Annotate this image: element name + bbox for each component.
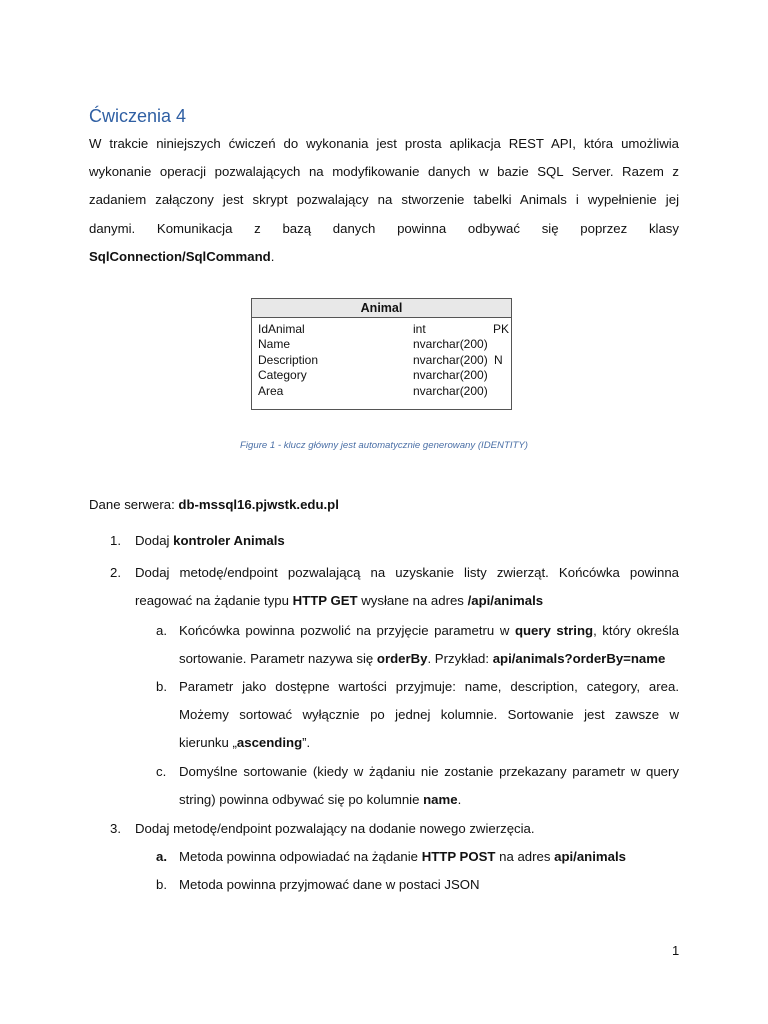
text-line: [179, 843, 679, 871]
text-bold: api/animals?orderBy=name: [492, 651, 666, 667]
column-type: nvarchar(200): [413, 352, 488, 367]
text-line: Parametr jako dostępne wartości przyjmuje: name, description, category, area.: [179, 679, 679, 694]
sub-list-label: b.: [156, 679, 167, 694]
text-fragment: string) powinna odbywać się po kolumnie: [179, 792, 424, 808]
intro-paragraph: [89, 130, 679, 271]
sub-list-text: [179, 617, 679, 673]
list-number: 1.: [110, 533, 121, 548]
list-number: 3.: [110, 821, 121, 836]
text-fragment: .: [457, 792, 462, 808]
column-type: nvarchar(200): [413, 368, 488, 383]
text-line: [179, 617, 679, 645]
intro-line: zadaniem załączony jest skrypt pozwalający na stworzenie tabelki Animals i wypełnienie jej: [89, 192, 679, 208]
text-line: Dodaj metodę/endpoint pozwalający na dodanie nowego zwierzęcia.: [135, 821, 535, 836]
text-fragment: sortowanie. Parametr nazywa się: [179, 651, 377, 667]
list-item-text: [135, 559, 679, 615]
sub-list-label: c.: [156, 764, 167, 779]
text-bold: api/animals: [554, 849, 626, 864]
text-bold: name: [423, 792, 458, 808]
entity-table-animal: [251, 298, 512, 410]
list-item-text: [135, 527, 679, 555]
text-line: [179, 786, 679, 814]
text-bold: query string: [514, 623, 594, 638]
list-item-text: [135, 815, 679, 843]
text-fragment: kierunku „: [179, 735, 237, 751]
text-line: [179, 645, 679, 673]
sub-list-label: a.: [156, 623, 167, 638]
text-bold: HTTP GET: [292, 593, 358, 609]
entity-table-name: Animal: [252, 299, 511, 318]
intro-period: .: [270, 248, 275, 264]
column-name: Name: [258, 337, 291, 352]
text-fragment: Końcówka powinna pozwolić na przyjęcie parametru w: [179, 623, 515, 638]
server-address: db-mssql16.pjwstk.edu.pl: [178, 497, 339, 512]
sub-list-label: b.: [156, 877, 167, 892]
text-fragment: reagować na żądanie typu: [135, 593, 293, 609]
text-line: Metoda powinna przyjmować dane w postaci JSON: [179, 877, 480, 892]
text-line: [135, 527, 679, 555]
table-row: [252, 353, 511, 368]
text-line: Domyślne sortowanie (kiedy w żądaniu nie zostanie przekazany parametr w query: [179, 764, 679, 779]
sub-list-text: [179, 673, 679, 758]
sub-list-text: [179, 758, 679, 814]
server-info: [89, 497, 339, 512]
sub-list-label: a.: [156, 849, 167, 864]
text-bold: HTTP POST: [421, 849, 496, 864]
column-type: int: [413, 322, 426, 336]
table-row: [252, 337, 511, 352]
column-type: nvarchar(200): [413, 383, 488, 398]
text-fragment: Dodaj: [135, 533, 174, 548]
text-bold: orderBy: [376, 651, 428, 667]
entity-table-rows: [252, 318, 511, 399]
column-flag: PK: [493, 322, 510, 336]
text-fragment: . Przykład:: [427, 651, 493, 667]
table-row: [252, 322, 511, 337]
sub-list-text: [179, 843, 679, 871]
text-bold: ascending: [236, 735, 303, 751]
sub-list-text: [179, 871, 679, 899]
list-number: 2.: [110, 565, 121, 580]
column-type: nvarchar(200): [413, 337, 488, 352]
text-fragment: wysłane na adres: [357, 593, 468, 609]
intro-line: danymi. Komunikacja z bazą danych powinna odbywać się poprzez klasy: [89, 220, 679, 236]
text-bold: kontroler Animals: [173, 533, 285, 548]
intro-line: W trakcie niniejszych ćwiczeń do wykonania jest prosta aplikacja REST API, która umożliwia: [89, 136, 679, 151]
server-label: Dane serwera:: [89, 497, 179, 512]
text-line: Możemy sortować wyłącznie po jednej kolumnie. Sortowanie jest zawsze w: [179, 707, 679, 723]
column-name: Description: [258, 352, 319, 367]
intro-line: [89, 243, 679, 271]
figure-caption: Figure 1 - klucz główny jest automatycznie generowany (IDENTITY): [240, 440, 528, 451]
text-fragment: , który określa: [593, 623, 679, 638]
table-row: [252, 384, 511, 399]
column-flag: N: [494, 352, 503, 367]
text-line: Dodaj metodę/endpoint pozwalającą na uzyskanie listy zwierząt. Końcówka powinna: [135, 565, 679, 580]
text-fragment: na adres: [495, 849, 555, 864]
text-fragment: Metoda powinna odpowiadać na żądanie: [179, 849, 422, 864]
page-title: Ćwiczenia 4: [89, 106, 187, 126]
table-row: [252, 368, 511, 383]
text-fragment: ”.: [302, 735, 311, 751]
text-bold: /api/animals: [467, 593, 544, 609]
text-line: [135, 587, 679, 615]
column-name: Category: [258, 368, 307, 383]
intro-line: wykonanie operacji pozwalających na modyfikowanie danych w bazie SQL Server. Razem z: [89, 164, 679, 180]
column-name: Area: [258, 383, 284, 398]
class-names: SqlConnection/SqlCommand: [89, 248, 271, 264]
column-name: IdAnimal: [258, 322, 305, 336]
text-line: [179, 729, 679, 757]
page-number: 1: [672, 943, 680, 958]
